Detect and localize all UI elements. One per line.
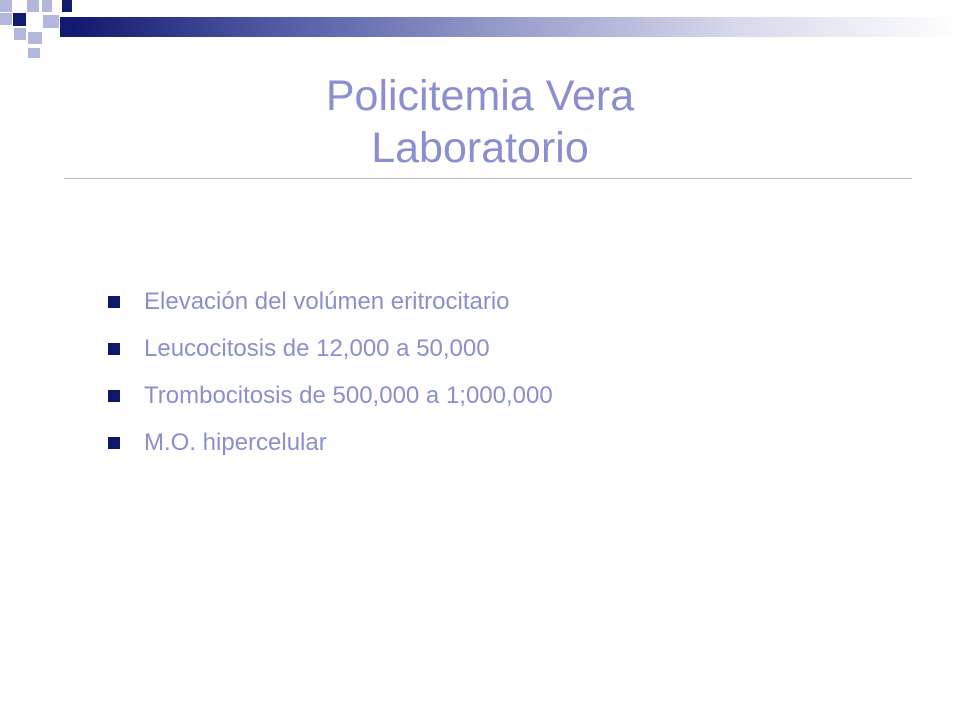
decor-square-4 xyxy=(0,13,12,25)
square-bullet-icon xyxy=(108,390,120,402)
bullet-text: Elevación del volúmen eritrocitario xyxy=(144,288,510,315)
decor-square-6 xyxy=(42,0,52,12)
bullet-item xyxy=(108,329,553,376)
decor-square-10 xyxy=(14,28,26,40)
decor-square-11 xyxy=(28,32,42,44)
bullet-text: Leucocitosis de 12,000 a 50,000 xyxy=(144,335,490,362)
decor-square-5 xyxy=(13,13,26,26)
square-bullet-icon xyxy=(108,343,120,355)
square-bullet-icon xyxy=(108,296,120,308)
bullet-text: M.O. hipercelular xyxy=(144,429,327,456)
decor-square-1 xyxy=(0,0,12,12)
slide-title xyxy=(64,70,896,174)
decor-square-2 xyxy=(12,0,26,12)
decor-square-7 xyxy=(43,15,59,28)
slide-title-line-2: Laboratorio xyxy=(371,124,589,172)
decor-square-8 xyxy=(62,0,72,12)
bullet-item xyxy=(108,376,553,423)
decor-square-12 xyxy=(28,48,40,58)
slide-title-line-1: Policitemia Vera xyxy=(325,72,635,120)
title-divider xyxy=(64,178,912,179)
bullet-text: Trombocitosis de 500,000 a 1;000,000 xyxy=(144,382,553,409)
decor-square-9 xyxy=(60,17,73,37)
square-bullet-icon xyxy=(108,437,120,449)
decor-square-3 xyxy=(27,0,39,12)
header-gradient-bar xyxy=(73,17,960,37)
bullet-item xyxy=(108,282,553,329)
bullet-item xyxy=(108,423,553,470)
bullet-list xyxy=(108,282,553,470)
